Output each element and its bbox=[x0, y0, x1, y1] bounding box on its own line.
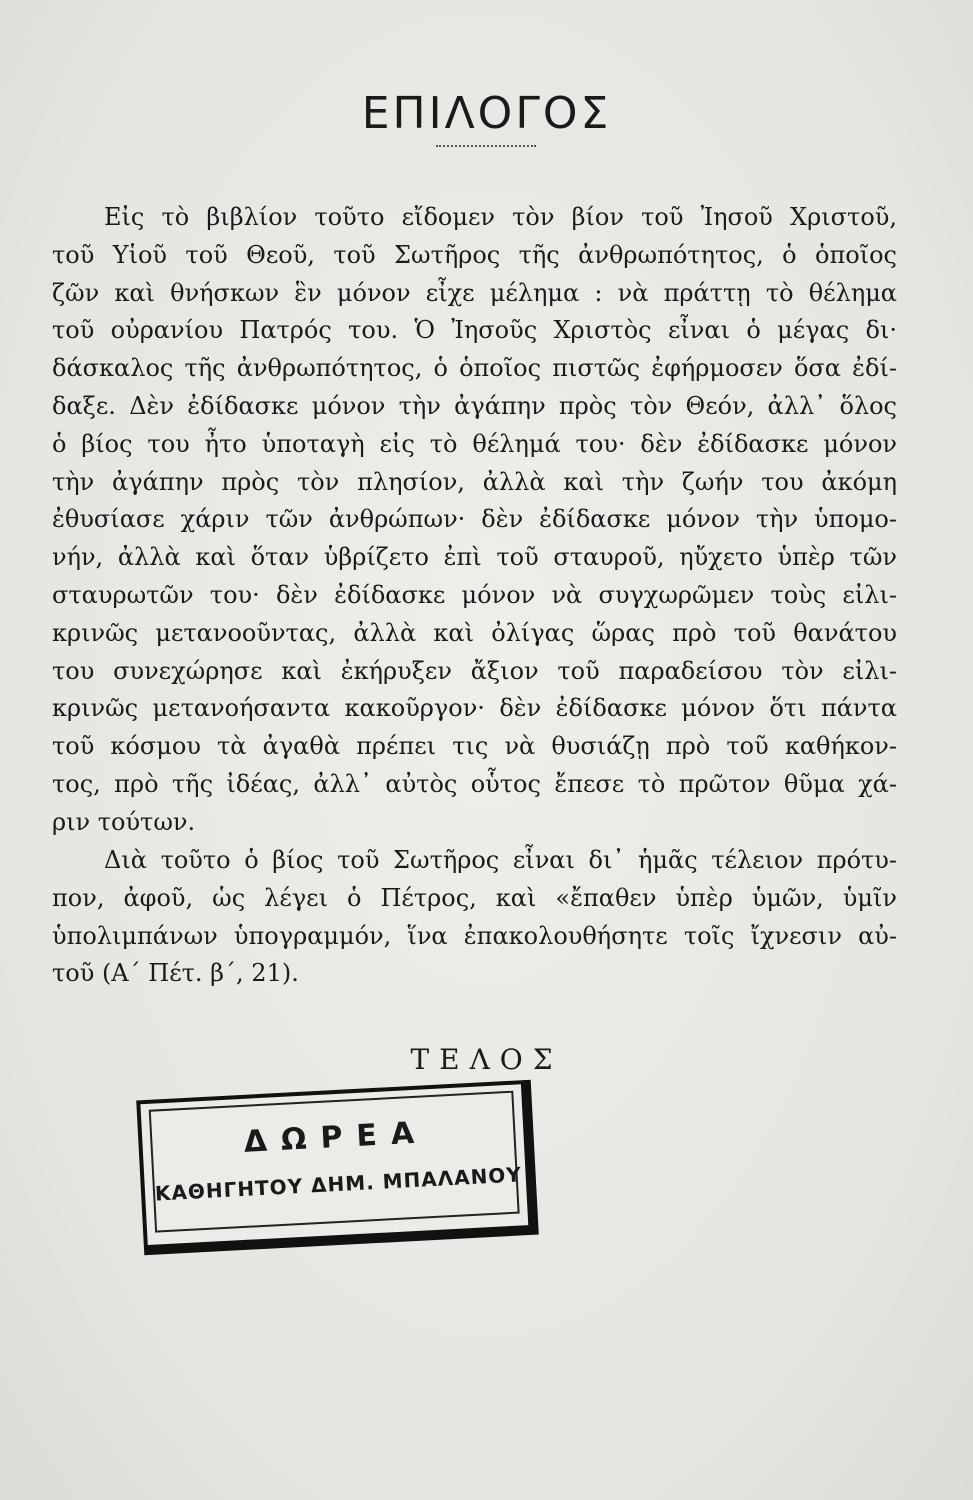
stamp-line-2: ΚΑΘΗΓΗΤΟΥ ΔΗΜ. ΜΠΑΛΑΝΟΥ bbox=[154, 1162, 523, 1206]
text-line: ριν τούτων. bbox=[52, 807, 196, 836]
text-line: κρινῶς μετανοήσαντα κακοῦργον· δὲν ἐδίδασκε μόνον ὅτι πάντα bbox=[52, 694, 897, 723]
paragraph-1 bbox=[52, 199, 897, 842]
text-line: Διὰ τοῦτο ὁ βίος τοῦ Σωτῆρος εἶναι δι᾽ ἡμᾶς τέλειον πρότυ- bbox=[104, 846, 897, 874]
text-line: ἐθυσίασε χάριν τῶν ἀνθρώπων· δὲν ἐδίδασκε μόνον τὴν ὑπομο- bbox=[52, 505, 897, 534]
text-line: τὴν ἀγάπην πρὸς τὸν πλησίον, ἀλλὰ καὶ τὴν ζωήν του ἀκόμη bbox=[52, 467, 897, 496]
text-line: του συνεχώρησε καὶ ἐκήρυξεν ἄξιον τοῦ παραδείσου τὸν εἰλι- bbox=[52, 656, 897, 685]
text-line: τοῦ οὐρανίου Πατρός του. Ὁ Ἰησοῦς Χριστὸς εἶναι ὁ μέγας δι· bbox=[52, 316, 897, 345]
title-divider bbox=[436, 145, 536, 147]
text-line: τοῦ (Α΄ Πέτ. β΄, 21). bbox=[52, 959, 299, 988]
text-line: ζῶν καὶ θνήσκων ἓν μόνον εἶχε μέλημα : νὰ πράττῃ τὸ θέλημα bbox=[52, 278, 897, 307]
text-line: τοῦ Υἱοῦ τοῦ Θεοῦ, τοῦ Σωτῆρος τῆς ἀνθρωπότητος, ὁ ὁποῖος bbox=[52, 240, 897, 269]
paragraph-2 bbox=[52, 842, 897, 993]
text-line: νήν, ἀλλὰ καὶ ὅταν ὑβρίζετο ἐπὶ τοῦ σταυροῦ, ηὔχετο ὑπὲρ τῶν bbox=[52, 543, 897, 572]
text-line: κρινῶς μετανοοῦντας, ἀλλὰ καὶ ὀλίγας ὥρας πρὸ τοῦ θανάτου bbox=[52, 618, 897, 647]
text-line: ὁ βίος του ἦτο ὑποταγὴ εἰς τὸ θέλημά του· δὲν ἐδίδασκε μόνον bbox=[52, 429, 897, 458]
text-line: δαξε. Δὲν ἐδίδασκε μόνον τὴν ἀγάπην πρὸς τὸν Θεόν, ἀλλ᾽ ὅλος bbox=[52, 391, 897, 420]
text-line: τος, πρὸ τῆς ἰδέας, ἀλλ᾽ αὐτὸς οὗτος ἔπεσε τὸ πρῶτον θῦμα χά- bbox=[52, 769, 897, 798]
end-heading: ΤΕΛΟΣ bbox=[410, 1043, 563, 1076]
text-line: τοῦ κόσμου τὰ ἀγαθὰ πρέπει τις νὰ θυσιάζῃ πρὸ τοῦ καθήκον- bbox=[52, 732, 897, 761]
stamp-line-1: ΔΩΡΕΑ bbox=[242, 1115, 429, 1160]
text-line: δάσκαλος τῆς ἀνθρωπότητος, ὁ ὁποῖος πιστῶς ἐφήρμοσεν ὅσα ἐδί- bbox=[52, 354, 897, 383]
page-title: ΕΠΙΛΟΓΟΣ bbox=[361, 88, 612, 139]
text-line: Εἰς τὸ βιβλίον τοῦτο εἴδομεν τὸν βίον τοῦ Ἰησοῦ Χριστοῦ, bbox=[104, 203, 897, 231]
text-line: ὑπολιμπάνων ὑπογραμμόν, ἵνα ἐπακολουθήσητε τοῖς ἴχνεσιν αὐ- bbox=[52, 921, 897, 950]
text-line: πον, ἀφοῦ, ὡς λέγει ὁ Πέτρος, καὶ «ἔπαθεν ὑπὲρ ὑμῶν, ὑμῖν bbox=[52, 883, 897, 912]
text-line: σταυρωτῶν του· δὲν ἐδίδασκε μόνον νὰ συγχωρῶμεν τοὺς εἰλι- bbox=[52, 580, 897, 609]
donation-stamp bbox=[136, 1080, 539, 1255]
